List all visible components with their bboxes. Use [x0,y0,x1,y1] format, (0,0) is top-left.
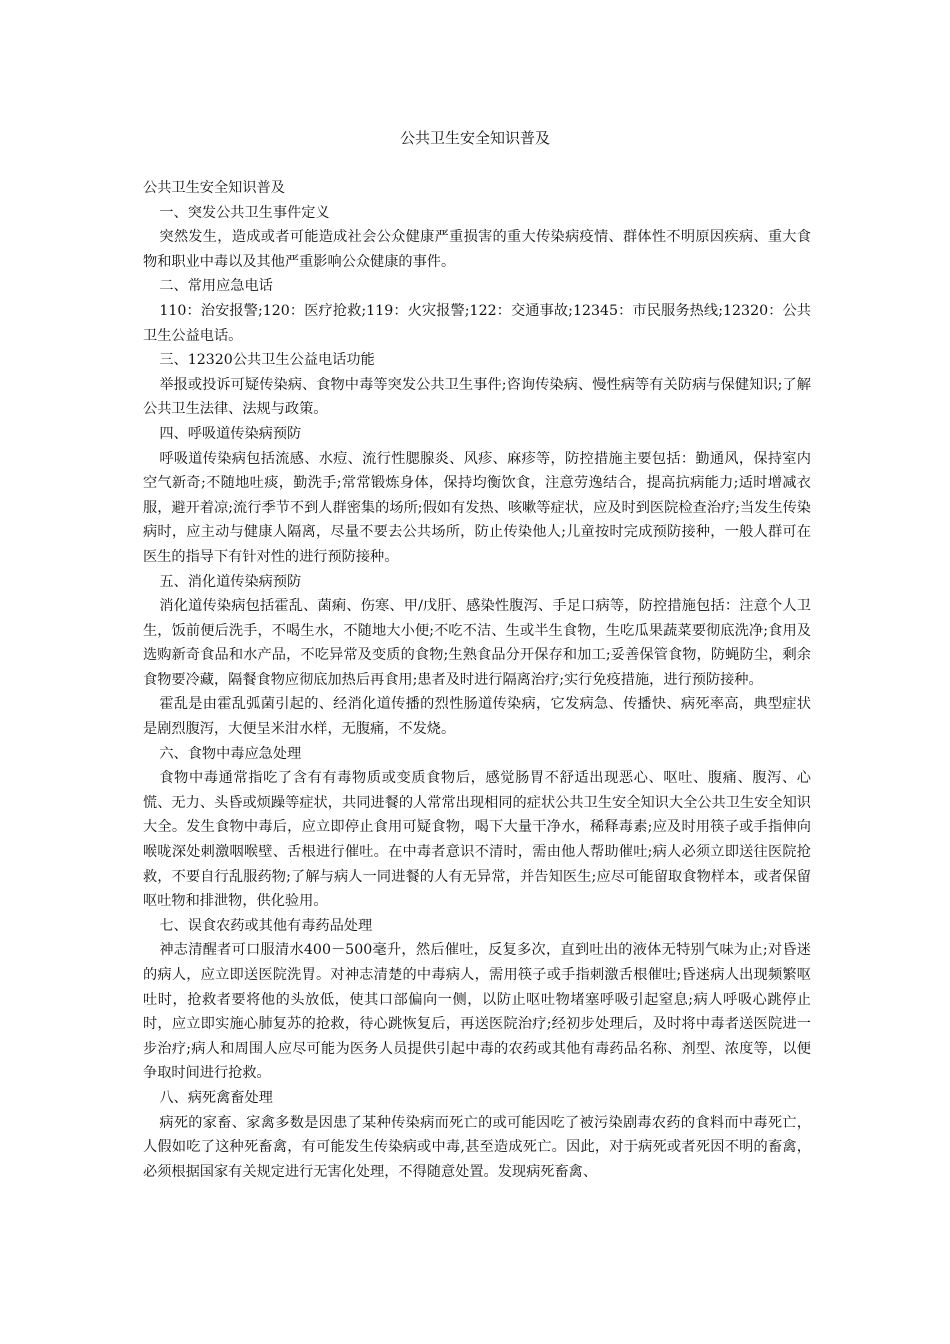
section-paragraph: 霍乱是由霍乱弧菌引起的、经消化道传播的烈性肠道传染病，它发病急、传播快、病死率高，典型症状是剧烈腹泻，大便呈米泔水样，无腹痛，不发烧。 [143,696,811,738]
section-heading-2: 二、常用应急电话 [159,278,273,295]
section-paragraph: 病死的家畜、家禽多数是因患了某种传染病而死亡的或可能因吃了被污染剧毒农药的食料而中毒死亡，人假如吃了这种死畜禽，有可能发生传染病或中毒,甚至造成死亡。因此，对于病死或者死因不明的畜禽，必须根据国家有关规定进行无害化处理，不得随意处置。发现病死畜禽、 [143,1114,811,1180]
section-paragraph: 食物中毒通常指吃了含有有毒物质或变质食物后，感觉肠胃不舒适出现恶心、呕吐、腹痛、腹泻、心慌、无力、头昏或烦躁等症状，共同进餐的人常常出现相同的症状公共卫生安全知识大全公共卫生安全知识大全。发生食物中毒后，应立即停止食用可疑食物，喝下大量干净水，稀释毒素;应及时用筷子或手指伸向喉咙深处刺激咽喉壁、舌根进行催吐。在中毒者意识不清时，需由他人帮助催吐;病人必须立即送往医院抢救，不要自行乱服药物;了解与病人一同进餐的人有无异常，并告知医生;应尽可能留取食物样本，或者保留呕吐物和排泄物，供化验用。 [143,770,811,910]
section-paragraph: 突然发生，造成或者可能造成社会公众健康严重损害的重大传染病疫情、群体性不明原因疾病、重大食物和职业中毒以及其他严重影响公众健康的事件。 [143,229,811,270]
section-heading-6: 六、食物中毒应急处理 [159,745,302,762]
document-lead: 公共卫生安全知识普及 [143,180,285,196]
section-heading-4: 四、呼吸道传染病预防 [159,425,302,442]
section-heading-5: 五、消化道传染病预防 [159,573,302,590]
document-title: 公共卫生安全知识普及 [399,129,550,147]
section-heading-8: 八、病死禽畜处理 [159,1089,273,1106]
section-heading-1: 一、突发公共卫生事件定义 [159,204,330,221]
section-heading-3: 三、12320公共卫生公益电话功能 [159,352,375,369]
document-body [143,176,811,1184]
section-paragraph: 举报或投诉可疑传染病、食物中毒等突发公共卫生事件;咨询传染病、慢性病等有关防病与保健知识;了解公共卫生法律、法规与政策。 [143,376,811,418]
section-heading-7: 七、误食农药或其他有毒药品处理 [159,917,373,934]
section-paragraph: 消化道传染病包括霍乱、菌痢、伤寒、甲/戊肝、感染性腹泻、手足口病等，防控措施包括：注意个人卫生，饭前便后洗手，不喝生水，不随地大小便;不吃不洁、生或半生食物，生吃瓜果蔬菜要彻底洗净;食用及选购新奇食品和水产品，不吃异常及变质的食物;生熟食品分开保存和加工;妥善保管食物，防蝇防尘，剩余食物要冷藏，隔餐食物应彻底加热后再食用;患者及时进行隔离治疗;实行免疫措施，进行预防接种。 [143,598,811,688]
section-paragraph: 神志清醒者可口服清水400－500毫升，然后催吐，反复多次，直到吐出的液体无特别气味为止;对昏迷的病人，应立即送医院洗胃。对神志清楚的中毒病人，需用筷子或手指刺激舌根催吐;昏迷病人出现频繁呕吐时，抢救者要将他的头放低，使其口部偏向一侧，以防止呕吐物堵塞呼吸引起窒息;病人呼吸心跳停止时，应立即实施心肺复苏的抢救，待心跳恢复后，再送医院治疗;经初步处理后，及时将中毒者送医院进一步治疗;病人和周围人应尽可能为医务人员提供引起中毒的农药或其他有毒药品名称、剂型、浓度等，以便争取时间进行抢救。 [143,942,811,1082]
section-paragraph: 呼吸道传染病包括流感、水痘、流行性腮腺炎、风疹、麻疹等，防控措施主要包括：勤通风，保持室内空气新奇;不随地吐痰，勤洗手;常常锻炼身体，保持均衡饮食，注意劳逸结合，提高抗病能力;适时增减衣服，避开着凉;流行季节不到人群密集的场所;假如有发热、咳嗽等症状，应及时到医院检查治疗;当发生传染病时，应主动与健康人隔离，尽量不要去公共场所，防止传染他人;儿童按时完成预防接种，一般人群可在医生的指导下有针对性的进行预防接种。 [143,450,811,565]
section-paragraph: 110：治安报警;120：医疗抢救;119：火灾报警;122：交通事故;12345：市民服务热线;12320：公共卫生公益电话。 [143,302,811,344]
